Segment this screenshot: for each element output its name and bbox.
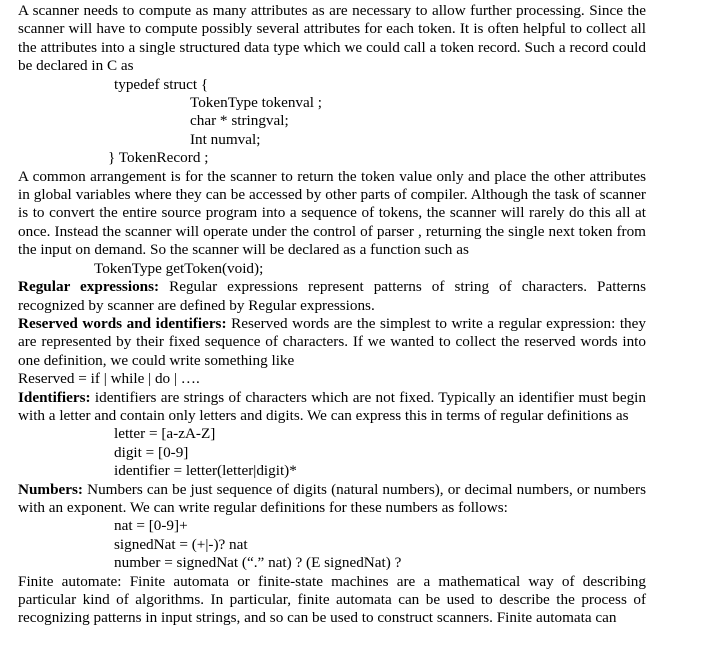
document-page [18, 2, 646, 628]
typedef-open: typedef struct { [114, 75, 209, 93]
reserved-words-text: Reserved words are the simplest to write a regular expression: they are represented by their fixed sequence of characters. If we wanted to collect the reserved words into one definition, we could write something like [18, 314, 646, 369]
definition-line: identifier = letter(letter|digit)* [114, 462, 297, 480]
identifiers-text: identifiers are strings of characters which are not fixed. Typically an identifier must begin with a letter and contain only letters and digits. We can express this in terms of regular definitions as [18, 388, 646, 424]
finite-automata-paragraph: Finite automate: Finite automata or finite-state machines are a mathematical way of describing particular kind of algorithms. In particular, finite automata can be used to describe the process of recognizing patterns in input strings, and so can be used to construct scanners. Finite automata can [18, 572, 646, 627]
regular-expressions-text: Regular expressions represent patterns of string of characters. Patterns recognized by scanner are defined by Regular expressions. [18, 278, 646, 314]
typedef-close: } TokenRecord ; [108, 149, 209, 167]
typedef-field: char * stringval; [190, 112, 289, 130]
intro-paragraph: A scanner needs to compute as many attributes as are necessary to allow further processing. Since the scanner will have to compute possibly several attributes for each token. It is often helpful to collect all the attributes into a single structured data type which we could call a token record. Such a record could be declared in C as [18, 2, 646, 75]
common-arrangement-paragraph: A common arrangement is for the scanner to return the token value only and place the other attributes in global variables where they can be accessed by other parts of compiler. Although the task of scanner is to convert the entire source program into a sequence of tokens, the scanner will rarely do this all at once. Instead the scanner will operate under the control of parser , returning the single next token from the input on demand. So the scanner will be declared as a function such as [18, 167, 646, 259]
regular-expressions-heading: Regular expressions: [18, 278, 160, 296]
number-definitions [18, 517, 646, 572]
definition-line: letter = [a-zA-Z] [114, 425, 216, 443]
numbers-paragraph [18, 481, 646, 518]
numbers-heading: Numbers: [18, 480, 83, 498]
reserved-definition: Reserved = if | while | do | …. [18, 370, 200, 388]
identifiers-paragraph [18, 389, 646, 426]
definition-line: nat = [0-9]+ [114, 517, 188, 535]
typedef-field: TokenType tokenval ; [190, 94, 322, 112]
definition-line: digit = [0-9] [114, 443, 189, 461]
reserved-words-heading: Reserved words and identifiers: [18, 314, 227, 332]
definition-line: number = signedNat (“.” nat) ? (E signedNat) ? [114, 554, 402, 572]
numbers-text: Numbers can be just sequence of digits (natural numbers), or decimal numbers, or numbers with an exponent. We can write regular definitions for these numbers as follows: [18, 480, 646, 516]
reserved-words-paragraph [18, 315, 646, 370]
typedef-field: Int numval; [190, 130, 261, 148]
identifiers-heading: Identifiers: [18, 388, 91, 406]
typedef-code-block [18, 76, 646, 168]
identifier-definitions [18, 425, 646, 480]
regular-expressions-paragraph [18, 278, 646, 315]
definition-line: signedNat = (+|-)? nat [114, 535, 248, 553]
gettoken-declaration: TokenType getToken(void); [94, 259, 264, 277]
